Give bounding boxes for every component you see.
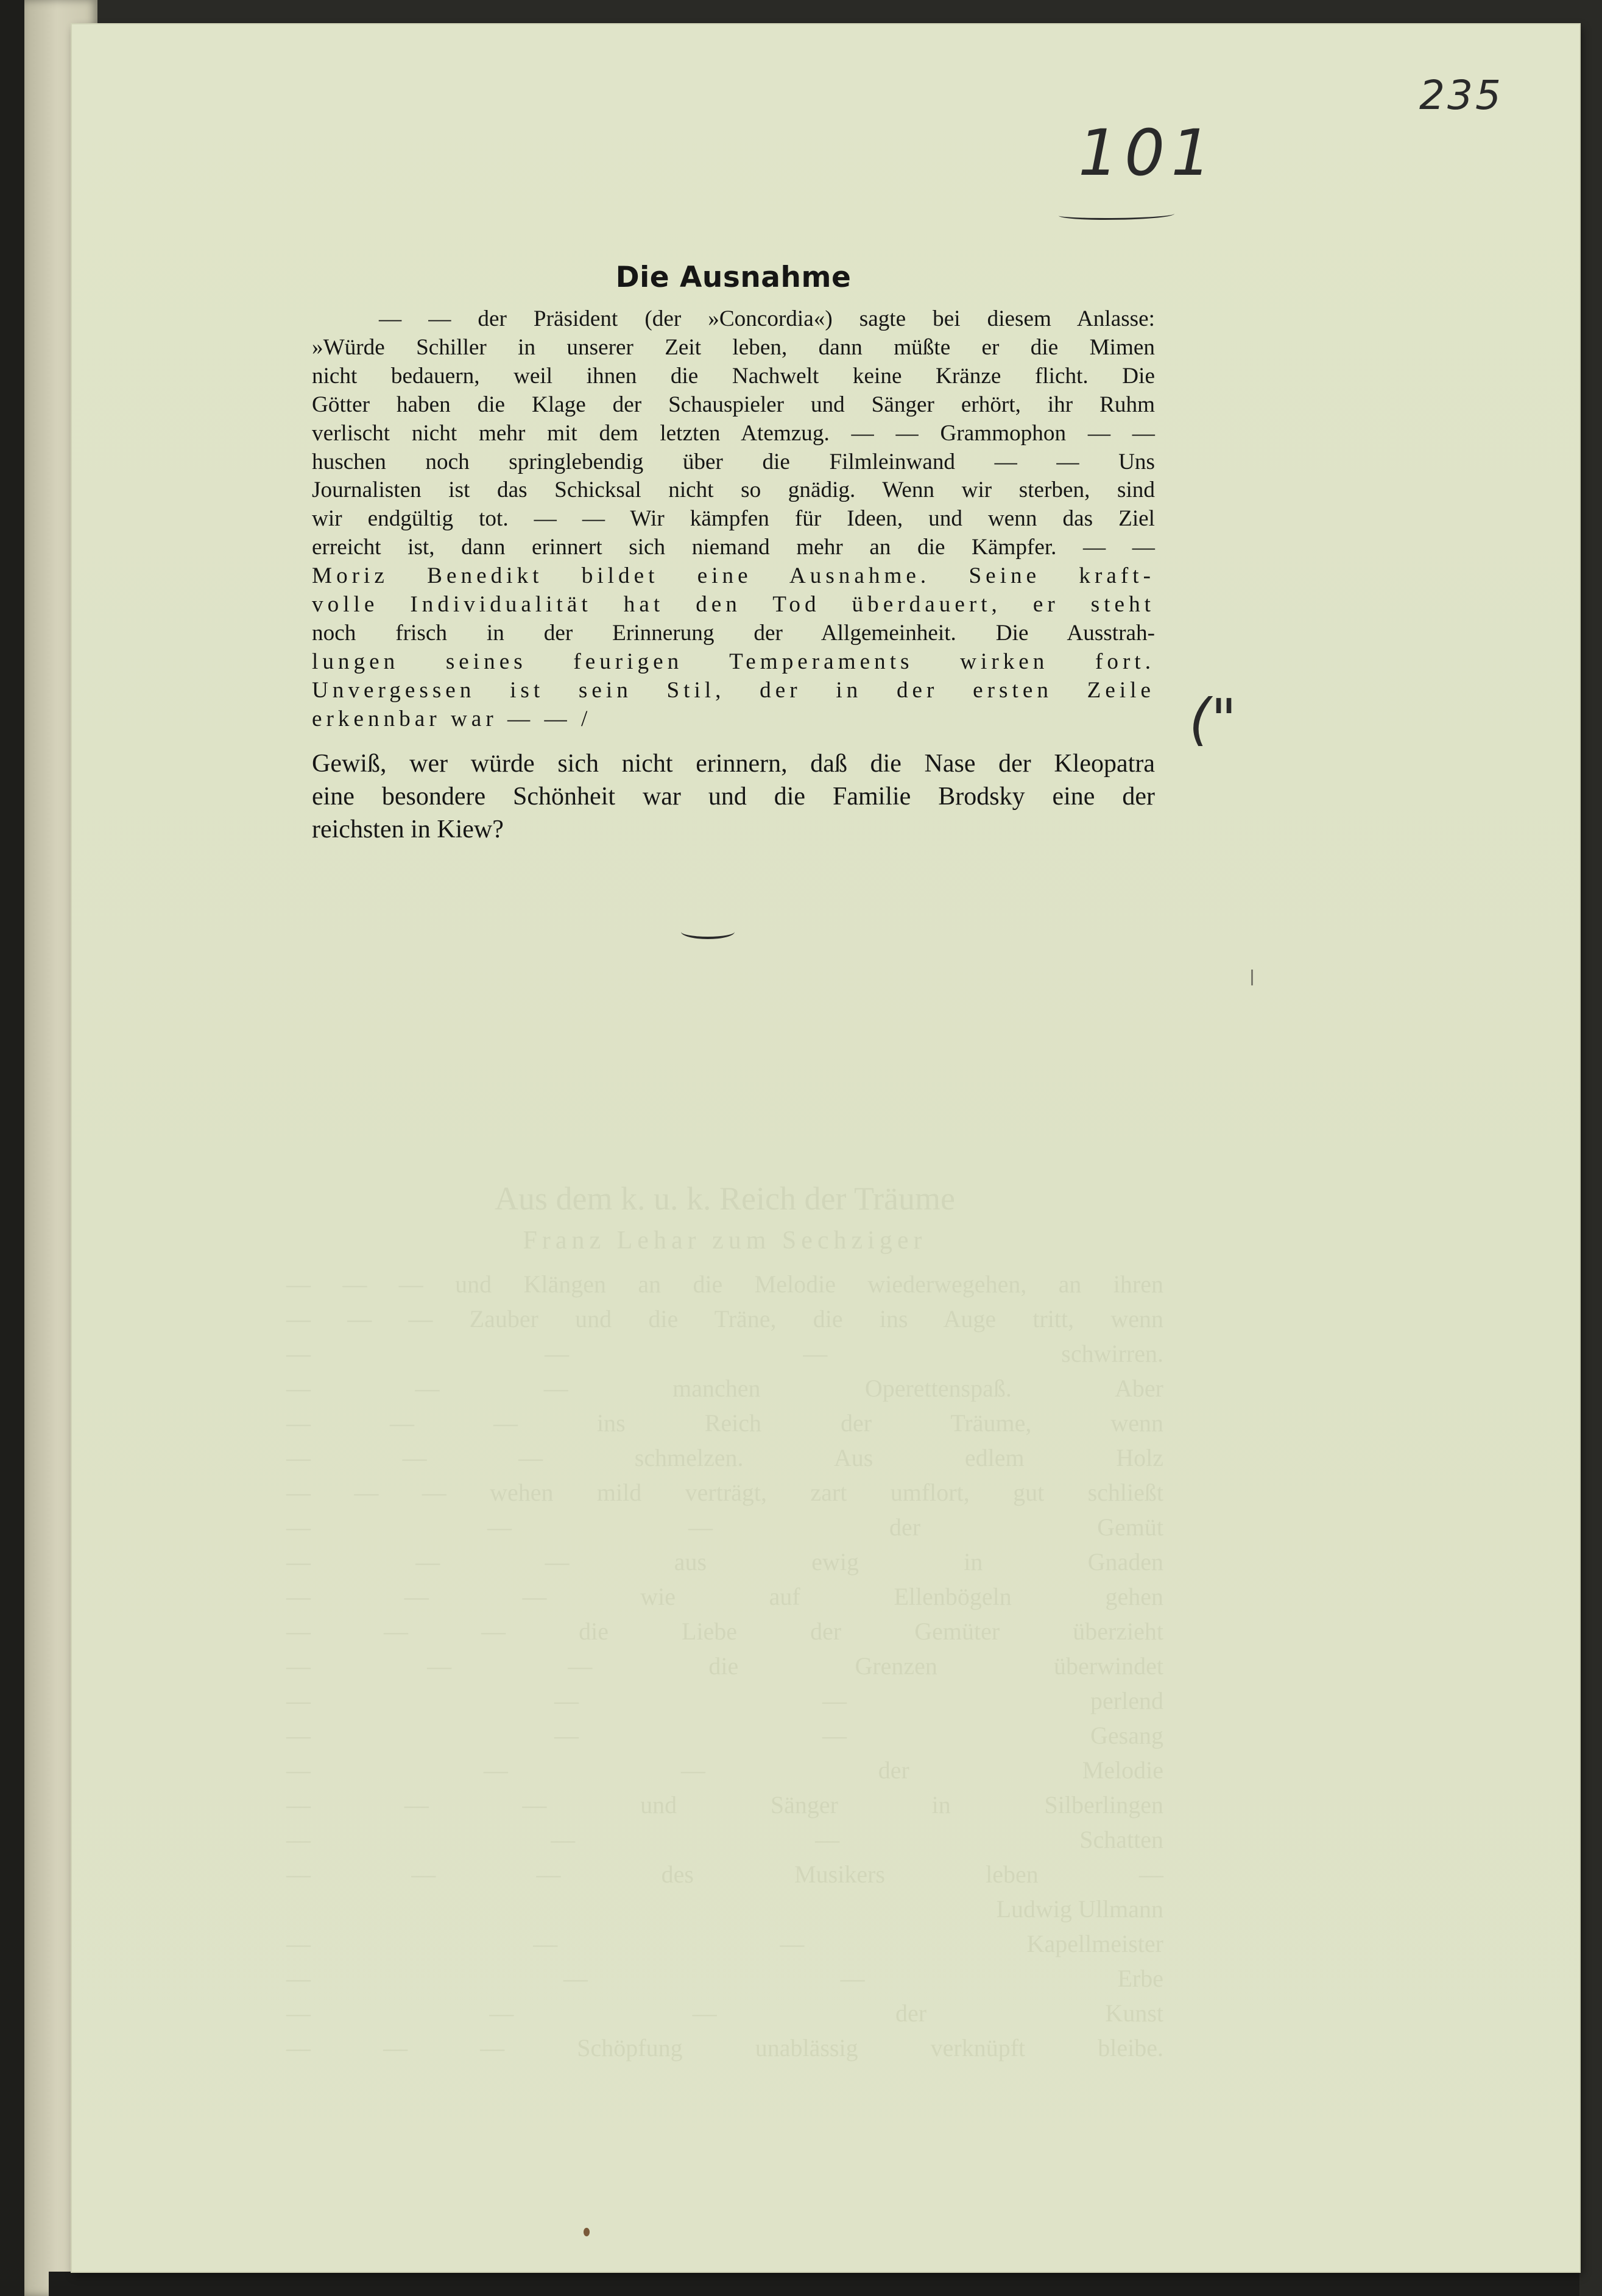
show-through-line: — — — perlend — [286, 1687, 1163, 1714]
show-through-line: — — — des Musikers leben — — [286, 1861, 1163, 1888]
show-through-line: — — — schwirren. — [286, 1340, 1163, 1367]
scan-background-bottom — [49, 2272, 1579, 2296]
show-through-line: — — — die Liebe der Gemüter überzieht — [286, 1618, 1163, 1645]
show-through-line: — — — Gesang — [286, 1722, 1163, 1749]
show-through-subtitle: Franz Lehar zum Sechziger — [523, 1227, 927, 1255]
show-through-line: — — — der Melodie — [286, 1756, 1163, 1784]
body-line: »Würde Schiller in unserer Zeit leben, dann müßte er die Mimen — [312, 334, 1155, 360]
article-title: Die Ausnahme — [615, 261, 852, 294]
body-line: Götter haben die Klage der Schauspieler und Sänger erhört, ihr Ruhm — [312, 392, 1155, 417]
show-through-text — [286, 1181, 1163, 2065]
closing-line: reichsten in Kiew? — [312, 815, 504, 843]
body-line: verlischt nicht mehr mit dem letzten Atemzug. — — Grammophon — — — [312, 420, 1155, 446]
margin-note: (" — [1189, 687, 1237, 752]
body-line: nicht bedauern, weil ihnen die Nachwelt keine Kränze flicht. Die — [312, 363, 1155, 389]
body-line: erreicht ist, dann erinnert sich niemand mehr an die Kämpfer. — — — [312, 535, 1155, 560]
body-line: volle Individualität hat den Tod überdauert, er steht — [312, 592, 1155, 618]
show-through-line: — — — der Kunst — [286, 1999, 1163, 2027]
show-through-title: Aus dem k. u. k. Reich der Träume — [495, 1180, 955, 1217]
body-line: lungen seines feurigen Temperaments wirken fort. — [312, 649, 1155, 674]
ink-spot — [584, 2228, 590, 2236]
closing-paragraph — [312, 747, 1155, 846]
show-through-line: — — — Schatten — [286, 1826, 1163, 1853]
show-through-line: — — — Kapellmeister — [286, 1930, 1163, 1957]
show-through-line: — — — wie auf Ellenbögeln gehen — [286, 1583, 1163, 1610]
show-through-line: — — — und Sänger in Silberlingen — [286, 1791, 1163, 1819]
body-line: erkennbar war — — / — [312, 706, 592, 731]
folio-number: 235 — [1419, 72, 1503, 119]
closing-line: Gewiß, wer würde sich nicht erinnern, daß die Nase der Kleopatra — [312, 749, 1155, 778]
show-through-signature: Ludwig Ullmann — [996, 1895, 1163, 1923]
show-through-line: — — — die Grenzen überwindet — [286, 1652, 1163, 1680]
body-line: — — der Präsident (der »Concordia«) sagte bei diesem Anlasse: — [379, 306, 1155, 331]
show-through-line: — — — ins Reich der Träume, wenn — [286, 1409, 1163, 1437]
end-mark — [681, 924, 735, 939]
show-through-line: — — — manchen Operettenspaß. Aber — [286, 1375, 1163, 1402]
body-line: noch frisch in der Erinnerung der Allgemeinheit. Die Ausstrah- — [312, 620, 1155, 646]
body-line: Unvergessen ist sein Stil, der in der ersten Zeile — [312, 677, 1155, 703]
show-through-line: — — — Schöpfung unablässig verknüpft bleibe. — [286, 2034, 1163, 2062]
show-through-line: — — — schmelzen. Aus edlem Holz — [286, 1444, 1163, 1471]
handwritten-number: 101 — [1078, 116, 1218, 190]
body-line: huschen noch springlebendig über die Filmleinwand — — Uns — [312, 449, 1155, 474]
show-through-line: — — — der Gemüt — [286, 1513, 1163, 1541]
body-line: Moriz Benedikt bildet eine Ausnahme. Seine kraft- — [312, 563, 1155, 589]
show-through-line: — — — Erbe — [286, 1965, 1163, 1992]
show-through-line: — — — aus ewig in Gnaden — [286, 1548, 1163, 1576]
body-line: wir endgültig tot. — — Wir kämpfen für Ideen, und wenn das Ziel — [312, 506, 1155, 532]
closing-line: eine besondere Schönheit war und die Familie Brodsky eine der — [312, 782, 1155, 811]
show-through-line: — — — wehen mild verträgt, zart umflort, gut schließt — [286, 1479, 1163, 1506]
show-through-line: — — — und Klängen an die Melodie wiederwegehen, an ihren — [286, 1270, 1163, 1298]
pencil-tick — [1251, 970, 1253, 985]
article — [312, 261, 1155, 846]
body-line: Journalisten ist das Schicksal nicht so gnädig. Wenn wir sterben, sind — [312, 477, 1155, 503]
article-body — [312, 305, 1155, 734]
show-through-line: — — — Zauber und die Träne, die ins Auge tritt, wenn — [286, 1305, 1163, 1333]
